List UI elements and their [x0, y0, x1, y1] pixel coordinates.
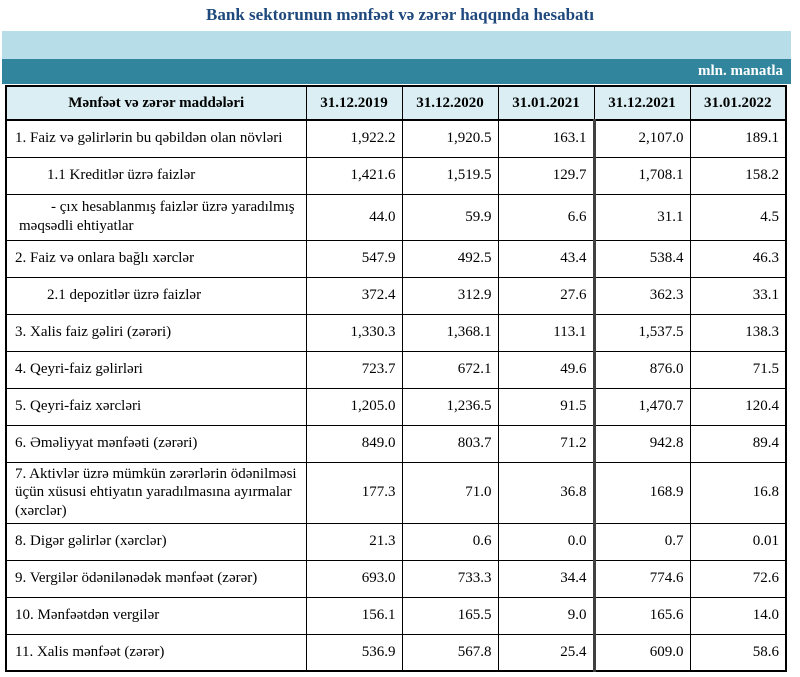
value-cell: 723.7 — [306, 351, 402, 388]
value-cell: 58.6 — [690, 634, 786, 671]
table-row — [6, 157, 786, 194]
value-cell: 312.9 — [402, 277, 498, 314]
row-label-cell: 2.1 depozitlər üzrə faizlər — [6, 277, 306, 314]
header-cell-date-jan2022: 31.01.2022 — [690, 86, 786, 120]
header-cell-items: Mənfəət və zərər maddələri — [6, 86, 306, 120]
value-cell: 163.1 — [498, 120, 594, 157]
value-cell: 1,205.0 — [306, 388, 402, 425]
table-header-row — [6, 86, 786, 120]
value-cell: 538.4 — [594, 240, 690, 277]
header-cell-date-2020: 31.12.2020 — [402, 86, 498, 120]
table-row — [6, 425, 786, 462]
unit-band — [2, 59, 791, 84]
table-row — [6, 240, 786, 277]
value-cell: 1,537.5 — [594, 314, 690, 351]
row-label-cell: 8. Digər gəlirlər (xərclər) — [6, 523, 306, 560]
table-row — [6, 351, 786, 388]
value-cell: 362.3 — [594, 277, 690, 314]
value-cell: 1,519.5 — [402, 157, 498, 194]
value-cell: 36.8 — [498, 462, 594, 523]
row-label-cell: 6. Əməliyyat mənfəəti (zərəri) — [6, 425, 306, 462]
value-cell: 9.0 — [498, 597, 594, 634]
value-cell: 803.7 — [402, 425, 498, 462]
value-cell: 1,368.1 — [402, 314, 498, 351]
value-cell: 34.4 — [498, 560, 594, 597]
value-cell: 177.3 — [306, 462, 402, 523]
value-cell: 733.3 — [402, 560, 498, 597]
table-row — [6, 388, 786, 425]
value-cell: 0.6 — [402, 523, 498, 560]
value-cell: 59.9 — [402, 194, 498, 240]
value-cell: 165.6 — [594, 597, 690, 634]
value-cell: 72.6 — [690, 560, 786, 597]
table-row — [6, 634, 786, 671]
value-cell: 158.2 — [690, 157, 786, 194]
value-cell: 547.9 — [306, 240, 402, 277]
row-label-cell: 5. Qeyri-faiz xərcləri — [6, 388, 306, 425]
value-cell: 372.4 — [306, 277, 402, 314]
value-cell: 849.0 — [306, 425, 402, 462]
row-label-cell: 11. Xalis mənfəət (zərər) — [6, 634, 306, 671]
value-cell: 49.6 — [498, 351, 594, 388]
value-cell: 113.1 — [498, 314, 594, 351]
value-cell: 1,708.1 — [594, 157, 690, 194]
row-label-cell: 9. Vergilər ödənilənədək mənfəət (zərər) — [6, 560, 306, 597]
value-cell: 1,920.5 — [402, 120, 498, 157]
value-cell: 492.5 — [402, 240, 498, 277]
value-cell: 1,470.7 — [594, 388, 690, 425]
value-cell: 609.0 — [594, 634, 690, 671]
value-cell: 4.5 — [690, 194, 786, 240]
table-row — [6, 597, 786, 634]
value-cell: 27.6 — [498, 277, 594, 314]
value-cell: 71.2 — [498, 425, 594, 462]
value-cell: 693.0 — [306, 560, 402, 597]
value-cell: 1,922.2 — [306, 120, 402, 157]
value-cell: 33.1 — [690, 277, 786, 314]
value-cell: 25.4 — [498, 634, 594, 671]
row-label-cell: 3. Xalis faiz gəliri (zərəri) — [6, 314, 306, 351]
table-row — [6, 120, 786, 157]
value-cell: 120.4 — [690, 388, 786, 425]
header-cell-date-2019: 31.12.2019 — [306, 86, 402, 120]
value-cell: 942.8 — [594, 425, 690, 462]
value-cell: 21.3 — [306, 523, 402, 560]
value-cell: 2,107.0 — [594, 120, 690, 157]
header-cell-date-dec2021: 31.12.2021 — [594, 86, 690, 120]
value-cell: 44.0 — [306, 194, 402, 240]
value-cell: 6.6 — [498, 194, 594, 240]
value-cell: 189.1 — [690, 120, 786, 157]
value-cell: 168.9 — [594, 462, 690, 523]
value-cell: 156.1 — [306, 597, 402, 634]
value-cell: 876.0 — [594, 351, 690, 388]
unit-label: mln. manatla — [697, 63, 783, 79]
table-row — [6, 194, 786, 240]
value-cell: 43.4 — [498, 240, 594, 277]
value-cell: 71.0 — [402, 462, 498, 523]
row-label-cell: 1.1 Kreditlər üzrə faizlər — [6, 157, 306, 194]
value-cell: 46.3 — [690, 240, 786, 277]
value-cell: 14.0 — [690, 597, 786, 634]
row-label-cell: 1. Faiz və gəlirlərin bu qəbildən olan növləri — [6, 120, 306, 157]
table-row — [6, 523, 786, 560]
row-label-cell: 7. Aktivlər üzrə mümkün zərərlərin ödənilməsi üçün xüsusi ehtiyatın yaradılmasına ayırmalar (xərclər) — [6, 462, 306, 523]
row-label-cell: 10. Mənfəətdən vergilər — [6, 597, 306, 634]
row-label-cell: 4. Qeyri-faiz gəlirləri — [6, 351, 306, 388]
table-row — [6, 560, 786, 597]
value-cell: 672.1 — [402, 351, 498, 388]
row-label-cell: - çıx hesablanmış faizlər üzrə yaradılmış məqsədli ehtiyatlar — [6, 194, 306, 240]
profit-loss-table — [5, 85, 787, 672]
page-title: Bank sektorunun mənfəət və zərər haqqında hesabatı — [206, 5, 594, 24]
value-cell: 0.0 — [498, 523, 594, 560]
value-cell: 138.3 — [690, 314, 786, 351]
value-cell: 0.7 — [594, 523, 690, 560]
value-cell: 0.01 — [690, 523, 786, 560]
table-row — [6, 314, 786, 351]
row-label-cell: 2. Faiz və onlara bağlı xərclər — [6, 240, 306, 277]
value-cell: 129.7 — [498, 157, 594, 194]
table-row — [6, 277, 786, 314]
value-cell: 16.8 — [690, 462, 786, 523]
value-cell: 31.1 — [594, 194, 690, 240]
decorative-light-band — [2, 31, 791, 59]
value-cell: 89.4 — [690, 425, 786, 462]
value-cell: 774.6 — [594, 560, 690, 597]
value-cell: 567.8 — [402, 634, 498, 671]
value-cell: 1,421.6 — [306, 157, 402, 194]
value-cell: 71.5 — [690, 351, 786, 388]
value-cell: 165.5 — [402, 597, 498, 634]
value-cell: 1,236.5 — [402, 388, 498, 425]
value-cell: 1,330.3 — [306, 314, 402, 351]
value-cell: 91.5 — [498, 388, 594, 425]
value-cell: 536.9 — [306, 634, 402, 671]
table-row — [6, 462, 786, 523]
header-cell-date-jan2021: 31.01.2021 — [498, 86, 594, 120]
